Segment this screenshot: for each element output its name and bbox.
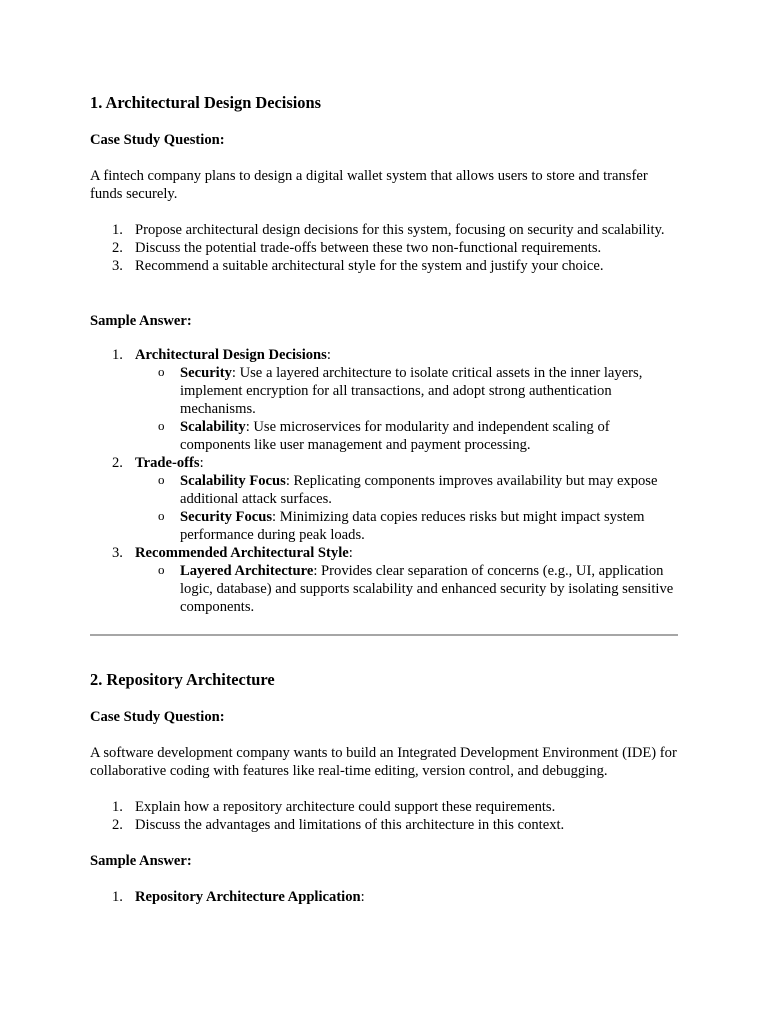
list-item: o Security: Use a layered architecture to isolate critical assets in the inner layers, implement encryption for all transactions, and adopt strong authentication mechanisms. — [158, 364, 643, 417]
section-heading: 2. Repository Architecture — [90, 670, 275, 689]
sub-list — [135, 562, 678, 616]
list-item: 2. Discuss the potential trade-offs between these two non-functional requirements. — [112, 240, 602, 256]
question-text: A fintech company plans to design a digital wallet system that allows users to store and transfer funds securely. — [90, 168, 648, 202]
list-item: o Scalability Focus: Replicating components improves availability but may expose additional attack surfaces. — [158, 472, 658, 507]
sub-list — [135, 364, 678, 454]
list-item: 1. Architectural Design Decisions: o Security: Use a layered architecture to isolate critical assets in the inner layers, implement encryption for all transactions, and adopt strong authentication mechanisms. o Scalability: Use microservices for modularity and independent scaling of components like user management and payment processing. — [90, 346, 678, 454]
answer-list — [90, 888, 678, 906]
answer-label: Sample Answer: — [90, 313, 192, 329]
answer-label: Sample Answer: — [90, 853, 192, 869]
list-item: 2. Discuss the advantages and limitations of this architecture in this context. — [112, 817, 565, 833]
section-heading: 1. Architectural Design Decisions — [90, 93, 321, 112]
list-item: o Layered Architecture: Provides clear separation of concerns (e.g., UI, application logic, database) and supports scalability and enhanced security by isolating sensitive components. — [158, 562, 674, 615]
question-text: A software development company wants to build an Integrated Development Environment (IDE) for collaborative coding with features like real-time editing, version control, and debugging. — [90, 745, 677, 779]
list-item: o Security Focus: Minimizing data copies reduces risks but might impact system performance during peak loads. — [158, 508, 645, 543]
sub-list — [135, 472, 678, 544]
task-list — [90, 221, 678, 275]
list-item: 2. Trade-offs: o Scalability Focus: Replicating components improves availability but may expose additional attack surfaces. o Security Focus: Minimizing data copies reduces risks but might impact system performance during peak loads. — [90, 454, 678, 544]
horizontal-rule — [90, 634, 678, 636]
answer-list — [90, 346, 678, 616]
task-list — [90, 798, 678, 834]
list-item: 1. Propose architectural design decisions for this system, focusing on security and scalability. — [112, 222, 665, 238]
question-label: Case Study Question: — [90, 709, 225, 725]
list-item: 3. Recommended Architectural Style: o Layered Architecture: Provides clear separation of concerns (e.g., UI, application logic, database) and supports scalability and enhanced security by isolating sensitive components. — [90, 544, 678, 616]
list-item: 1. Repository Architecture Application: — [112, 889, 365, 905]
question-label: Case Study Question: — [90, 132, 225, 148]
list-item: o Scalability: Use microservices for modularity and independent scaling of components like user management and payment processing. — [158, 418, 610, 453]
list-item: 1. Explain how a repository architecture could support these requirements. — [112, 799, 556, 815]
list-item: 3. Recommend a suitable architectural style for the system and justify your choice. — [112, 258, 604, 274]
